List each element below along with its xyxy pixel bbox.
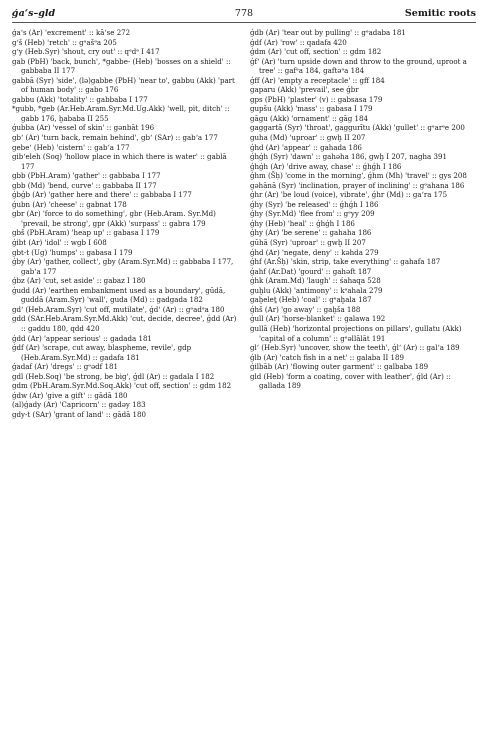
dictionary-entry: gbb (Md) 'bend, curve' :: gabbaba II 177 [12, 180, 157, 190]
dictionary-entry: (al)ǵady (Ar) 'Capricorn' :: gadəy 183 [12, 400, 146, 410]
dictionary-entry: ǵadaf (Ar) 'dregs' :: gᵊədf 181 [12, 362, 118, 372]
dictionary-entry: glʻ (Heb.Syr) 'uncover, show the teeth', ǵlʻ (Ar) :: galʻa 189 [250, 343, 460, 353]
dictionary-entry: gūhā (Syr) 'uproar' :: gwḫ II 207 [250, 238, 366, 248]
dictionary-entry: ǵdb (Ar) 'tear out by pulling' :: gᵊadaba 181 [250, 28, 406, 37]
dictionary-entry: ǵdw (Ar) 'give a gift' :: gādā 180 [12, 390, 128, 400]
dictionary-entry: ǵhm (Šḥ) 'come in the morning', ǵhm (Mh) 'travel' :: gys 208 [250, 171, 467, 181]
dictionary-entry: ǵaʻs (Ar) 'excrement' :: kāʻse 272 [12, 28, 131, 37]
dictionary-entry: ǵhǵh (Syr) 'dawn' :: gahəha 186, gwḫ I 207, nagha 391 [250, 152, 447, 162]
dictionary-entry: ǵhy (Heb) 'heal' :: ǵhǵh I 186 [250, 218, 355, 228]
dictionary-entry: gebeʻ (Heb) 'cistern' :: gabʻa 177 [12, 142, 130, 152]
dictionary-entry: ǵlb (Ar) 'catch fish in a net' :: galaba II 189 [250, 352, 405, 362]
dictionary-entry: ǵff (Ar) 'empty a receptacle' :: gff 184 [250, 75, 385, 85]
dictionary-entry: guḫlu (Akk) 'antimony' :: kᵊahala 279 [250, 285, 383, 295]
dictionary-entry: gʻy (Heb.Syr) 'shout, cry out' :: qᵊdᵊ I 417 [12, 47, 160, 57]
dictionary-entry: gbr (Ar) 'force to do something', gbr (Heb.Aram. Syr.Md) 'prevail, be strong', gpr (Akk) 'surpass' :: gabra 179 [12, 209, 216, 228]
dictionary-entry: ǵull (Ar) 'horse-blanket' :: galawa 192 [250, 314, 386, 324]
dictionary-entry: ǵbǵb (Ar) 'gather here and there' :: gabbaba I 177 [12, 190, 192, 200]
dictionary-entry: ǵhf (Ar.Šḥ) 'skin, strip, take everything' :: gahafa 187 [250, 257, 441, 267]
header-entry-range: ǵaʻs–gld [12, 8, 56, 19]
dictionary-entry: gaḫeleṯ (Heb) 'coal' :: gᵊaḫala 187 [250, 295, 372, 305]
dictionary-entry: guha (Md) 'uproar' :: gwḫ II 207 [250, 133, 366, 143]
dictionary-entry: gullā (Heb) 'horizontal projections on pillars', gullatu (Akk) 'capital of a column' :: gᵊəllālāt 191 [250, 323, 462, 343]
right-column [250, 28, 476, 726]
dictionary-entry: ǵdf (Ar) 'row' :: qadafa 420 [250, 37, 347, 47]
dictionary-entry: gps (PbH) 'plaster' (v) :: gabsasa 179 [250, 94, 383, 104]
dictionary-entry: gbʻ (Ar) 'turn back, remain behind', gbʻ (SAr) :: gabʻa 177 [12, 133, 218, 143]
dictionary-entry: ǵfʻ (Ar) 'turn upside down and throw to the ground, uproot a tree' :: gafᵊa 184, gaftəᵊa 184 [250, 56, 467, 76]
dictionary-page [12, 8, 476, 726]
dictionary-entry: gab (PbH) 'back, bunch', *gabbe- (Heb) 'bosses on a shield' :: gabbaba II 177 [12, 56, 231, 76]
dictionary-entry: gdʻ (Heb.Aram.Syr) 'cut off, mutilate', ǵdʻ (Ar) :: gᵊadᵊa 180 [12, 304, 225, 314]
dictionary-entry: ǵhd (Ar) 'appear' :: gahada 186 [250, 142, 362, 152]
left-column [12, 28, 238, 726]
dictionary-entry: ǵibt (Ar) 'idol' :: wgb I 608 [12, 238, 107, 248]
dictionary-entry: ǵhy (Syr.Md) 'flee from' :: gᵊyy 209 [250, 209, 375, 219]
dictionary-entry: gəhānā (Syr) 'inclination, prayer of inclining' :: gᵊahana 186 [250, 180, 465, 190]
dictionary-entry: ǵahf (Ar.Dat) 'gourd' :: gahəft 187 [250, 266, 372, 276]
section-title: Semitic roots [404, 8, 476, 19]
dictionary-entry: ǵudd (Ar) 'earthen embankment used as a boundary', gūdā, guddā (Aram.Syr) 'wall', guda (Md) :: gadgada 182 [12, 285, 226, 305]
dictionary-entry: ǵubn (Ar) 'cheese' :: gabnat 178 [12, 199, 127, 209]
dictionary-entry: ǵdm (Ar) 'cut off, section' :: gdm 182 [250, 47, 382, 57]
dictionary-entry: gld (Heb) 'form a coating, cover with leather', ǵld (Ar) :: gallada 189 [250, 371, 451, 391]
dictionary-entry: ǵby (Ar) 'gather, collect', gby (Aram.Syr.Md) :: gabbaba I 177, gabʻa 177 [12, 257, 234, 276]
dictionary-entry: gbš (PbH.Aram) 'heap up' :: gabasa I 179 [12, 228, 160, 238]
dictionary-entry: gaggartā (Syr) 'throat', gaggurītu (Akk) 'gullet' :: gᵊarᵊe 200 [250, 123, 465, 133]
entry-columns [12, 28, 476, 726]
page-number: 778 [234, 8, 254, 19]
dictionary-entry: ǵhy (Syr) 'be released' :: ǵhǵh I 186 [250, 199, 379, 209]
dictionary-entry: gaparu (Akk) 'prevail', see ǵbr [250, 85, 359, 95]
dictionary-entry: ǵubba (Ar) 'vessel of skin' :: gənbāt 196 [12, 123, 155, 133]
dictionary-entry: ǵhr (Ar) 'be loud (voice), vibrate', ǵhr (Md) :: gaʻra 175 [250, 190, 448, 200]
dictionary-entry: gdm (PbH.Aram.Syr.Md.Soq.Akk) 'cut off, section' :: gdm 182 [12, 381, 232, 391]
running-header [12, 8, 476, 23]
dictionary-entry: ǵhk (Aram.Md) 'laugh' :: śahaqa 528 [250, 276, 381, 286]
dictionary-entry: gdd (SAr.Heb.Aram.Syr.Md.Akk) 'cut, decide, decree', ǵdd (Ar) :: gəddu 180, qdd 420 [12, 314, 237, 333]
dictionary-entry: ǵhd (Ar) 'negate, deny' :: kəhda 279 [250, 247, 379, 257]
dictionary-entry: gbt-t (Ug) 'humps' :: gabasa I 179 [12, 247, 133, 257]
dictionary-entry: gdl (Heb.Soq) 'be strong, be big', ǵdl (Ar) :: gadala I 182 [12, 371, 215, 381]
dictionary-entry: gdy-t (SAr) 'grant of land' :: gādā 180 [12, 409, 146, 419]
dictionary-entry: gibʻeleh (Soq) 'hollow place in which there is water' :: gablā 177 [12, 152, 227, 171]
dictionary-entry: gupšu (Akk) 'mass' :: gabasa I 179 [250, 104, 373, 114]
dictionary-entry: gāgu (Akk) 'ornament' :: gāg 184 [250, 113, 368, 123]
dictionary-entry: ǵhš (Ar) 'go away' :: gaḫša 188 [250, 304, 361, 314]
dictionary-entry: ǵdd (Ar) 'appear serious' :: gadada 181 [12, 333, 152, 343]
dictionary-entry: ǵbz (Ar) 'cut, set aside' :: gabaz I 180 [12, 276, 146, 286]
dictionary-entry: gabbā (Syr) 'side', (lə)gabbe (PbH) 'near to', gabbu (Akk) 'part of human body' :: gabo 176 [12, 75, 235, 95]
dictionary-entry: ǵilbāb (Ar) 'flowing outer garment' :: galbaba 189 [250, 362, 429, 372]
dictionary-entry: gbb (PbH.Aram) 'gather' :: gabbaba I 177 [12, 171, 161, 181]
dictionary-entry: gʻš (Heb) 'retch' :: gᵊašᵊa 205 [12, 37, 117, 47]
dictionary-entry: ǵhy (Ar) 'be serene' :: gahaha 186 [250, 228, 372, 238]
dictionary-entry: ǵhǵh (Ar) 'drive away, chase' :: ǵhǵh I 186 [250, 161, 402, 171]
dictionary-entry: gabbu (Akk) 'totality' :: gabbaba I 177 [12, 94, 148, 104]
dictionary-entry: ǵdf (Ar) 'scrape, cut away, blaspheme, revile', gdp (Heb.Aram.Syr.Md) :: gadafa 181 [12, 343, 192, 362]
dictionary-entry: *gubb, *geb (Ar.Heb.Aram.Syr.Md.Ug.Akk) 'well, pit, ditch' :: gabb 176, ḫababa II 255 [12, 104, 230, 123]
